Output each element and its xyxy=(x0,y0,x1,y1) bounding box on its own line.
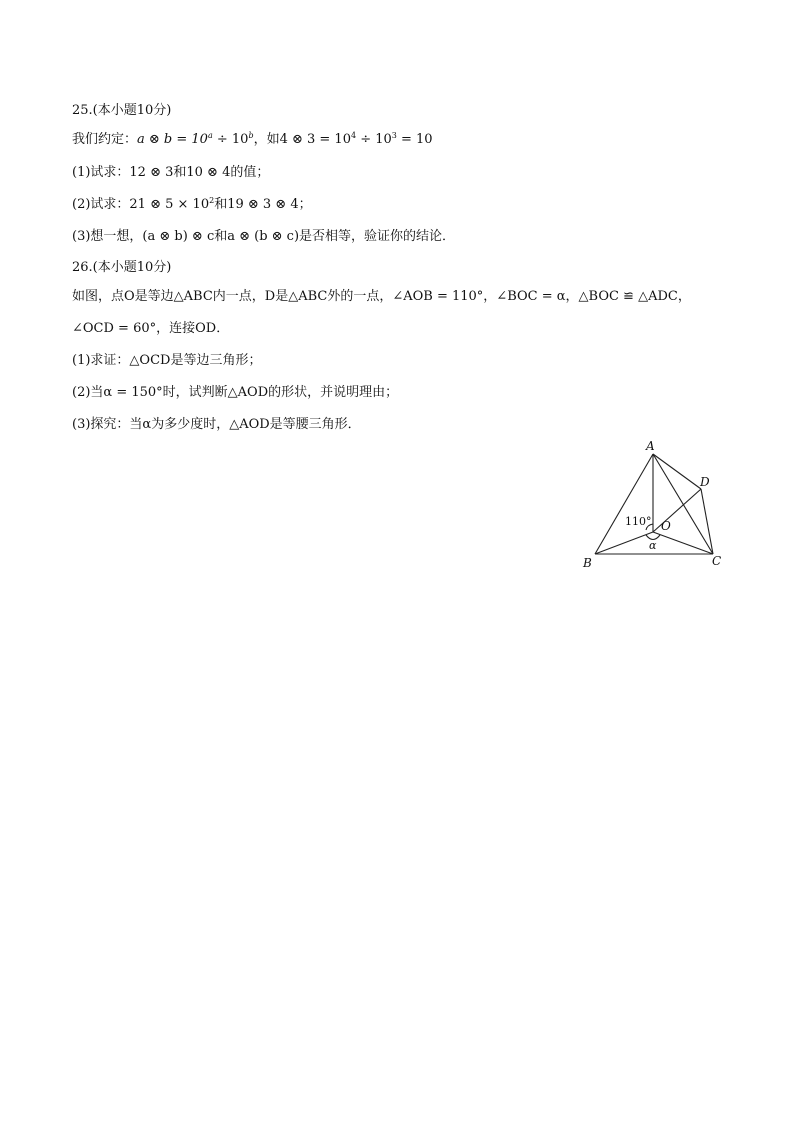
q25-rule-example-b: ÷ 10 xyxy=(356,132,392,147)
angle-alpha-label: α xyxy=(649,539,657,552)
label-o: O xyxy=(661,519,671,533)
q25-part2-sup: 2 xyxy=(209,196,215,205)
q25-rule-example-a: 4 ⊗ 3 = 10 xyxy=(279,132,351,147)
segment-ad xyxy=(653,454,701,489)
q26-line1: 如图，点O是等边△ABC内一点，D是△ABC外的一点，∠AOB = 110°，∠BOC = α，△BOC ≌ △ADC， xyxy=(72,289,691,304)
segment-co xyxy=(653,532,713,554)
q25-rule-formula-b: ÷ 10 xyxy=(212,132,249,147)
q26-part3: (3)探究：当α为多少度时，△AOD是等腰三角形． xyxy=(72,417,361,432)
q25-header: 25.(本小题10分) xyxy=(72,103,172,118)
segment-ab xyxy=(595,454,653,554)
q25-rule-sup-a: a xyxy=(207,131,213,140)
q25-rule-example-prefix: ，如 xyxy=(253,132,280,147)
q25-part3: (3)想一想，(a ⊗ b) ⊗ c和a ⊗ (b ⊗ c)是否相等，验证你的结论． xyxy=(72,229,456,244)
triangle-figure xyxy=(570,434,730,574)
q26-header: 26.(本小题10分) xyxy=(72,260,172,275)
q25-rule-sup-b: b xyxy=(248,131,254,140)
q25-rule-formula-a: a ⊗ b = 10 xyxy=(137,132,208,147)
q25-rule-example-c: = 10 xyxy=(396,132,433,147)
q25-rule-example-sup4: 4 xyxy=(350,131,357,140)
q26-part1: (1)求证：△OCD是等边三角形； xyxy=(72,353,262,368)
label-b: B xyxy=(583,556,592,570)
q25-part2 xyxy=(72,196,312,214)
angle-aob-label: 110° xyxy=(625,515,652,528)
q25-rule-prefix: 我们约定： xyxy=(72,132,138,147)
q25-rule-example-sup3: 3 xyxy=(391,131,397,140)
q26-line2: ∠OCD = 60°，连接OD． xyxy=(72,321,230,336)
q25-part2-a: (2)试求：21 ⊗ 5 × 10 xyxy=(72,197,210,212)
q26-part2: (2)当α = 150°时，试判断△AOD的形状，并说明理由； xyxy=(72,385,399,400)
q25-rule xyxy=(72,131,433,149)
q25-part1: (1)试求：12 ⊗ 3和10 ⊗ 4的值； xyxy=(72,165,270,180)
label-c: C xyxy=(712,554,722,568)
label-d: D xyxy=(700,475,710,489)
segment-bo xyxy=(595,532,653,554)
q25-part2-b: 和19 ⊗ 3 ⊗ 4； xyxy=(214,197,312,212)
label-a: A xyxy=(646,439,655,453)
